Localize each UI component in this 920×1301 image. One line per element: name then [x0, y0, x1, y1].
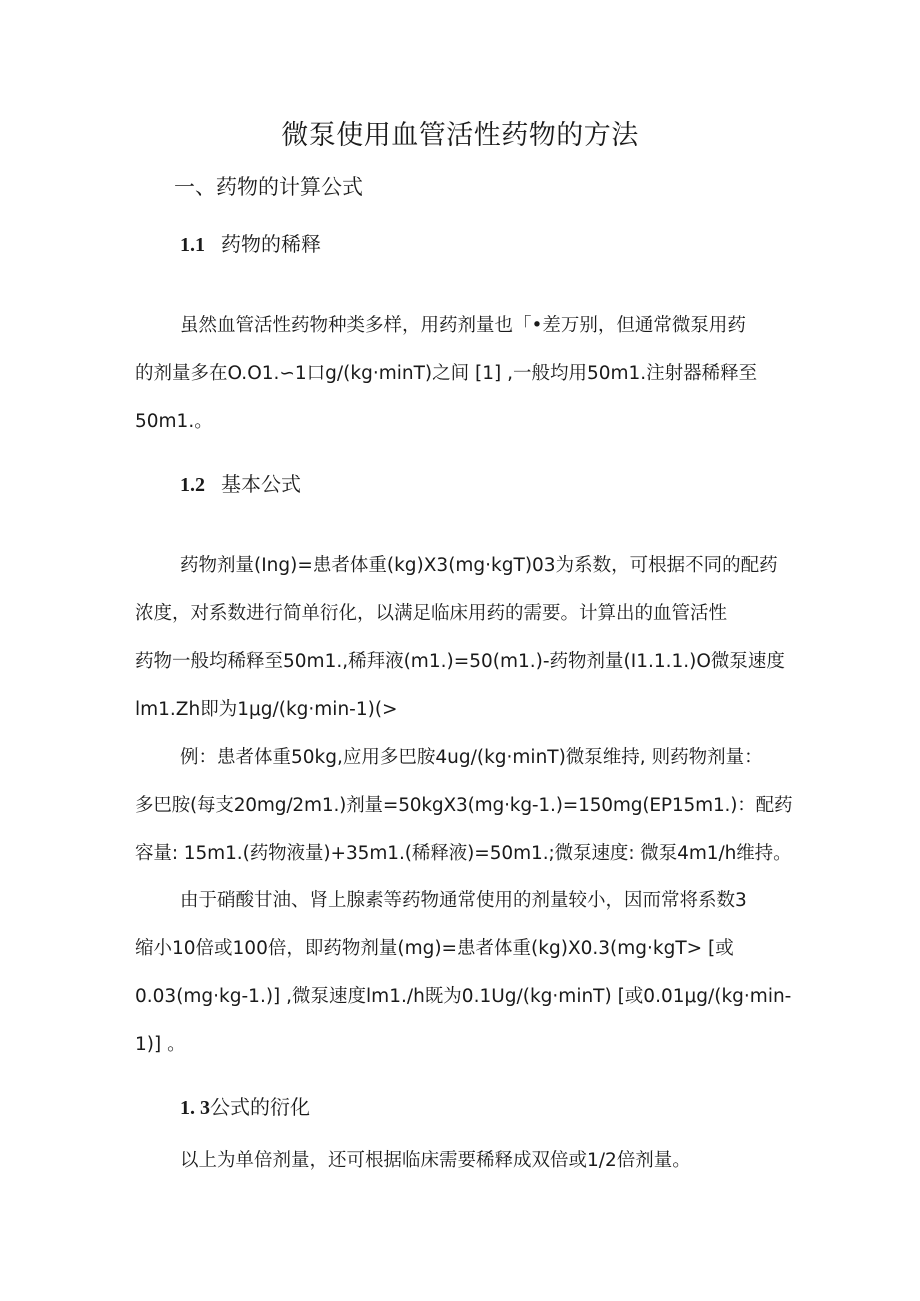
subsection-number: 1.2 [180, 474, 205, 496]
paragraph-line: 0.03(mg·kg-1.)] ,微泵速度lm1./h既为0.1Ug/(kg·minT) [或0.01μg/(kg·min- [135, 986, 792, 1007]
paragraph-line: 药物剂量(Ing)=患者体重(kg)X3(mg·kgT)03为系数，可根据不同的配药 [180, 555, 778, 576]
paragraph-line: 浓度，对系数进行简单衍化，以满足临床用药的需要。计算出的血管活性 [135, 603, 728, 624]
subsection-heading-1-2 [180, 468, 301, 501]
paragraph-line: 虽然血管活性药物种类多样，用药剂量也「•差万别，但通常微泵用药 [180, 315, 746, 336]
subsection-number: 1.1 [180, 234, 205, 256]
subsection-number: 1. 3 [180, 1097, 210, 1119]
document-title: 微泵使用血管活性药物的方法 [281, 120, 639, 151]
paragraph-line: 药物一般均稀释至50m1.,稀拜液(m1.)=50(m1.)-药物剂量(I1.1.1.)O微泵速度 [135, 651, 785, 672]
paragraph-line: 50m1.。 [135, 411, 213, 432]
subsection-heading-1-3 [180, 1091, 310, 1124]
paragraph-line: 由于硝酸甘油、肾上腺素等药物通常使用的剂量较小，因而常将系数3 [180, 890, 747, 911]
section-heading-1: 一、药物的计算公式 [174, 175, 363, 199]
paragraph-line: 多巴胺(每支20mg/2m1.)剂量=50kgX3(mg·kg-1.)=150mg(EP15m1.)：配药 [135, 795, 793, 816]
paragraph-line: 以上为单倍剂量，还可根据临床需要稀释成双倍或1/2倍剂量。 [180, 1150, 691, 1171]
subsection-title: 基本公式 [221, 472, 301, 496]
subsection-heading-1-1 [180, 228, 321, 261]
subsection-title: 公式的衍化 [210, 1095, 310, 1119]
paragraph-line: 缩小10倍或100倍，即药物剂量(mg)=患者体重(kg)X0.3(mg·kgT> [或 [135, 938, 734, 959]
paragraph-line: 1)] 。 [135, 1034, 186, 1055]
paragraph-line: 例：患者体重50kg,应用多巴胺4ug/(kg·minT)微泵维持, 则药物剂量： [180, 747, 763, 768]
paragraph-line: 容量: 15m1.(药物液量)+35m1.(稀释液)=50m1.;微泵速度: 微泵4m1/h维持。 [135, 843, 792, 864]
paragraph-line: lm1.Zh即为1μg/(kg·min-1)(> [135, 699, 398, 720]
paragraph-line: 的剂量多在O.O1.∽1口g/(kg·minT)之间 [1] ,一般均用50m1.注射器稀释至 [135, 363, 758, 384]
subsection-title: 药物的稀释 [221, 232, 321, 256]
